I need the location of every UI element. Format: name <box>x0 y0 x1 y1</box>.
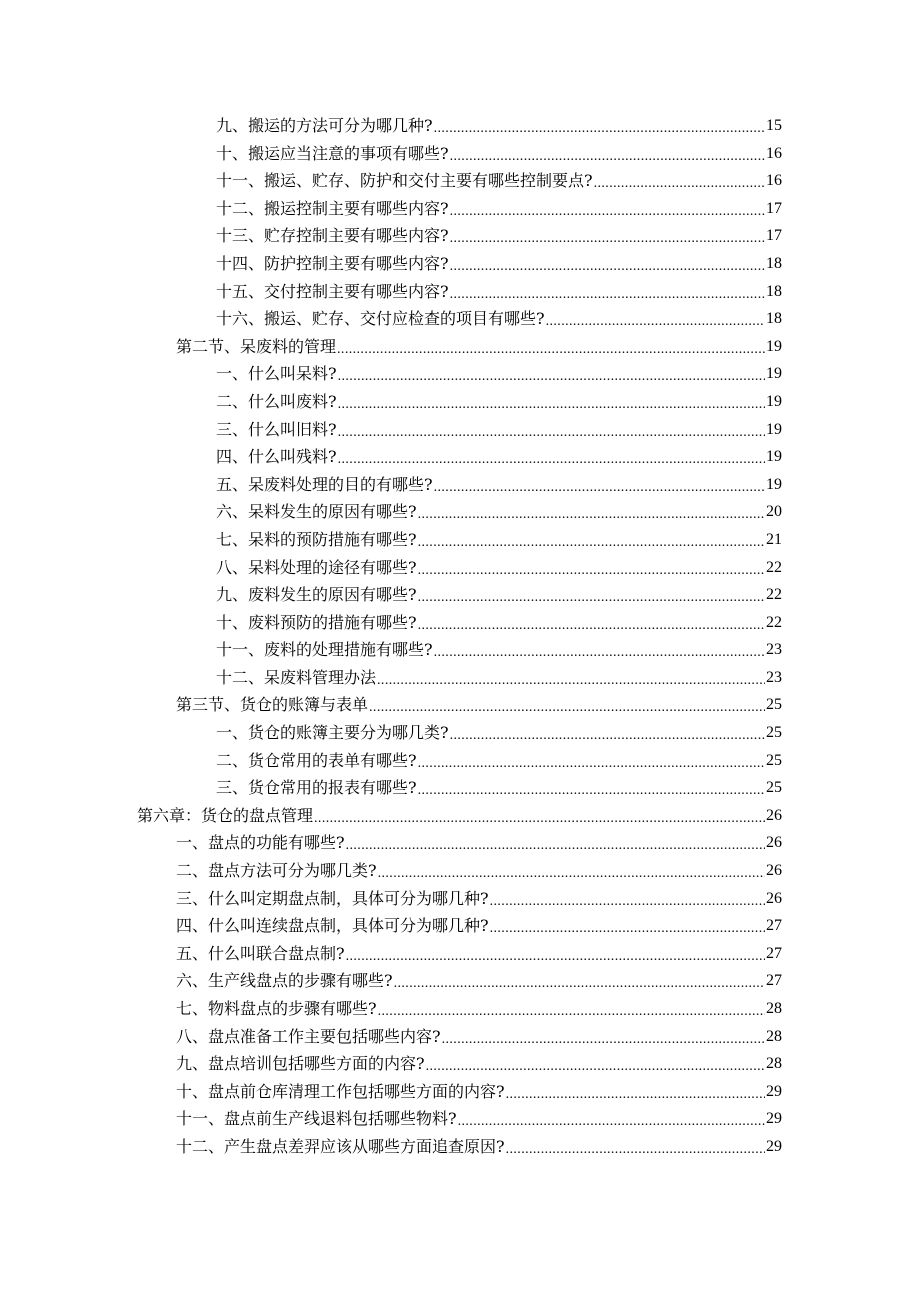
toc-dot-leader <box>314 803 765 833</box>
toc-dot-leader <box>506 1134 765 1164</box>
toc-dot-leader <box>450 251 765 281</box>
toc-dot-leader <box>338 361 765 391</box>
toc-dot-leader <box>418 610 765 640</box>
toc-dot-leader <box>394 968 765 998</box>
toc-entry[interactable] <box>0 664 920 692</box>
toc-dot-leader <box>418 582 765 612</box>
toc-entry-title: 二、货仓常用的表单有哪些? <box>216 750 417 770</box>
toc-entry-title: 六、呆料发生的原因有哪些? <box>216 502 417 522</box>
toc-dot-leader <box>378 858 765 888</box>
toc-entry[interactable] <box>0 802 920 830</box>
toc-dot-leader <box>378 996 765 1026</box>
toc-entry-page-number: 28 <box>766 1055 782 1073</box>
table-of-contents <box>0 112 920 1161</box>
toc-entry[interactable] <box>0 609 920 637</box>
toc-entry-page-number: 16 <box>766 172 782 190</box>
toc-entry[interactable] <box>0 554 920 582</box>
toc-entry-page-number: 26 <box>766 834 782 852</box>
toc-dot-leader <box>490 886 765 916</box>
toc-dot-leader <box>418 775 765 805</box>
toc-entry[interactable] <box>0 498 920 526</box>
toc-entry[interactable] <box>0 526 920 554</box>
toc-entry[interactable] <box>0 581 920 609</box>
toc-entry-page-number: 26 <box>766 806 782 824</box>
toc-entry-page-number: 26 <box>766 862 782 880</box>
toc-entry-title: 二、什么叫废料? <box>216 391 337 411</box>
toc-entry-page-number: 21 <box>766 530 782 548</box>
toc-entry-title: 八、呆料处理的途径有哪些? <box>216 557 417 577</box>
toc-entry[interactable] <box>0 719 920 747</box>
toc-entry-title: 十、废料预防的措施有哪些? <box>216 612 417 632</box>
toc-entry-page-number: 28 <box>766 1000 782 1017</box>
toc-entry-title: 六、生产线盘点的步骤有哪些? <box>176 971 393 991</box>
toc-dot-leader <box>418 555 765 585</box>
toc-entry[interactable] <box>0 1105 920 1133</box>
toc-entry-title: 九、废料发生的原因有哪些? <box>216 585 417 605</box>
toc-entry[interactable] <box>0 967 920 995</box>
toc-dot-leader <box>450 720 765 750</box>
toc-entry-title: 四、什么叫连续盘点制，具体可分为哪几种? <box>176 916 489 936</box>
toc-dot-leader <box>418 527 765 557</box>
toc-entry-page-number: 18 <box>766 282 782 300</box>
toc-entry-page-number: 19 <box>766 365 782 383</box>
toc-entry[interactable] <box>0 388 920 416</box>
toc-entry[interactable] <box>0 912 920 940</box>
toc-entry[interactable] <box>0 167 920 195</box>
toc-dot-leader <box>369 692 765 722</box>
toc-entry-page-number: 22 <box>766 558 782 576</box>
toc-entry[interactable] <box>0 1133 920 1161</box>
toc-entry-page-number: 27 <box>766 944 782 962</box>
toc-entry[interactable] <box>0 140 920 168</box>
toc-entry[interactable] <box>0 1078 920 1106</box>
toc-entry-title: 第三节、货仓的账簿与表单 <box>176 695 369 715</box>
toc-entry-page-number: 25 <box>766 696 782 714</box>
toc-entry-page-number: 18 <box>766 310 782 328</box>
toc-entry-title: 十四、防护控制主要有哪些内容? <box>216 253 449 273</box>
toc-entry[interactable] <box>0 829 920 857</box>
toc-entry-title: 三、什么叫定期盘点制，具体可分为哪几种? <box>176 888 489 908</box>
toc-entry-page-number: 25 <box>766 724 782 742</box>
toc-entry-title: 三、什么叫旧料? <box>216 419 337 439</box>
toc-dot-leader <box>338 444 765 474</box>
toc-dot-leader <box>450 196 765 226</box>
toc-entry-title: 七、呆料的预防措施有哪些? <box>216 529 417 549</box>
toc-entry[interactable] <box>0 1050 920 1078</box>
toc-entry-page-number: 25 <box>766 751 782 769</box>
toc-dot-leader <box>346 830 765 860</box>
toc-dot-leader <box>442 1024 765 1054</box>
toc-entry-page-number: 20 <box>766 503 782 521</box>
toc-entry[interactable] <box>0 995 920 1023</box>
toc-entry-title: 一、货仓的账簿主要分为哪几类? <box>216 723 449 743</box>
toc-entry-title: 五、呆废料处理的目的有哪些? <box>216 474 433 494</box>
toc-entry-title: 十五、交付控制主要有哪些内容? <box>216 281 449 301</box>
toc-dot-leader <box>346 941 765 971</box>
toc-entry-title: 十二、呆废料管理办法 <box>216 667 377 687</box>
toc-entry[interactable] <box>0 1023 920 1051</box>
toc-entry-title: 五、什么叫联合盘点制? <box>176 943 345 963</box>
toc-entry-page-number: 17 <box>766 227 782 245</box>
toc-entry-title: 十六、搬运、贮存、交付应检查的项目有哪些? <box>216 309 545 329</box>
toc-entry[interactable] <box>0 222 920 250</box>
toc-dot-leader <box>418 748 765 778</box>
toc-entry-page-number: 28 <box>766 1027 782 1045</box>
toc-entry-page-number: 26 <box>766 889 782 907</box>
toc-dot-leader <box>434 637 765 667</box>
toc-dot-leader <box>434 472 765 502</box>
toc-entry[interactable] <box>0 195 920 223</box>
toc-dot-leader <box>377 665 765 695</box>
toc-entry-page-number: 17 <box>766 199 782 217</box>
toc-dot-leader <box>418 499 765 529</box>
toc-entry-title: 十、搬运应当注意的事项有哪些? <box>216 143 449 163</box>
toc-entry-title: 十一、废料的处理措施有哪些? <box>216 640 433 660</box>
toc-entry-title: 第六章：货仓的盘点管理 <box>137 805 314 825</box>
toc-entry-title: 十一、盘点前生产线退料包括哪些物料? <box>176 1109 457 1129</box>
toc-entry-title: 一、盘点的功能有哪些? <box>176 833 345 853</box>
toc-entry[interactable] <box>0 691 920 719</box>
toc-entry-page-number: 25 <box>766 779 782 797</box>
toc-entry[interactable] <box>0 940 920 968</box>
toc-entry-page-number: 19 <box>766 475 782 493</box>
toc-entry[interactable] <box>0 636 920 664</box>
toc-entry[interactable] <box>0 443 920 471</box>
toc-entry-title: 十二、产生盘点差羿应该从哪些方面追查原因? <box>176 1136 505 1156</box>
toc-entry-page-number: 22 <box>766 613 782 631</box>
toc-entry-title: 四、什么叫残料? <box>216 447 337 467</box>
toc-entry-page-number: 19 <box>766 448 782 466</box>
toc-entry-page-number: 19 <box>766 420 782 438</box>
toc-entry[interactable] <box>0 747 920 775</box>
toc-entry-title: 二、盘点方法可分为哪几类? <box>176 861 377 881</box>
toc-entry-page-number: 23 <box>766 668 782 686</box>
toc-entry[interactable] <box>0 360 920 388</box>
toc-entry-title: 九、盘点培训包括哪些方面的内容? <box>176 1054 425 1074</box>
toc-entry-title: 十一、搬运、贮存、防护和交付主要有哪些控制要点? <box>216 171 593 191</box>
toc-entry[interactable] <box>0 774 920 802</box>
toc-entry-page-number: 27 <box>766 972 782 990</box>
toc-entry-title: 三、货仓常用的报表有哪些? <box>216 778 417 798</box>
toc-entry-title: 九、搬运的方法可分为哪几种? <box>216 116 433 135</box>
toc-dot-leader <box>426 1051 765 1081</box>
toc-entry-title: 第二节、呆废料的管理 <box>176 336 337 356</box>
toc-entry-page-number: 29 <box>766 1082 782 1100</box>
toc-dot-leader <box>546 306 765 336</box>
toc-dot-leader <box>450 141 765 171</box>
toc-entry-title: 十三、贮存控制主要有哪些内容? <box>216 226 449 246</box>
toc-dot-leader <box>337 334 765 364</box>
toc-entry[interactable] <box>0 416 920 444</box>
toc-entry-page-number: 29 <box>766 1110 782 1128</box>
toc-entry[interactable] <box>0 112 920 140</box>
toc-entry[interactable] <box>0 250 920 278</box>
toc-dot-leader <box>434 113 765 143</box>
toc-entry-page-number: 29 <box>766 1137 782 1155</box>
toc-entry-title: 一、什么叫呆料? <box>216 364 337 384</box>
toc-entry-page-number: 16 <box>766 144 782 162</box>
toc-dot-leader <box>490 913 765 943</box>
toc-entry-page-number: 19 <box>766 392 782 410</box>
toc-entry-page-number: 27 <box>766 917 782 935</box>
toc-dot-leader <box>338 417 765 447</box>
toc-entry[interactable] <box>0 305 920 333</box>
toc-entry-title: 八、盘点准备工作主要包括哪些内容? <box>176 1026 441 1046</box>
toc-entry-page-number: 15 <box>766 117 782 134</box>
toc-entry-page-number: 22 <box>766 586 782 604</box>
toc-entry[interactable] <box>0 857 920 885</box>
toc-dot-leader <box>506 1079 765 1109</box>
toc-dot-leader <box>338 389 765 419</box>
toc-entry[interactable] <box>0 885 920 913</box>
toc-entry-page-number: 19 <box>766 337 782 355</box>
toc-entry-title: 十、盘点前仓库清理工作包括哪些方面的内容? <box>176 1081 505 1101</box>
toc-entry[interactable] <box>0 278 920 306</box>
toc-entry[interactable] <box>0 471 920 499</box>
toc-entry[interactable] <box>0 333 920 361</box>
toc-dot-leader <box>450 223 765 253</box>
toc-entry-title: 十二、搬运控制主要有哪些内容? <box>216 198 449 218</box>
toc-entry-title: 七、物料盘点的步骤有哪些? <box>176 999 377 1018</box>
toc-dot-leader <box>450 279 765 309</box>
toc-dot-leader <box>594 168 765 198</box>
toc-entry-page-number: 18 <box>766 254 782 272</box>
toc-entry-page-number: 23 <box>766 641 782 659</box>
toc-dot-leader <box>458 1106 765 1136</box>
